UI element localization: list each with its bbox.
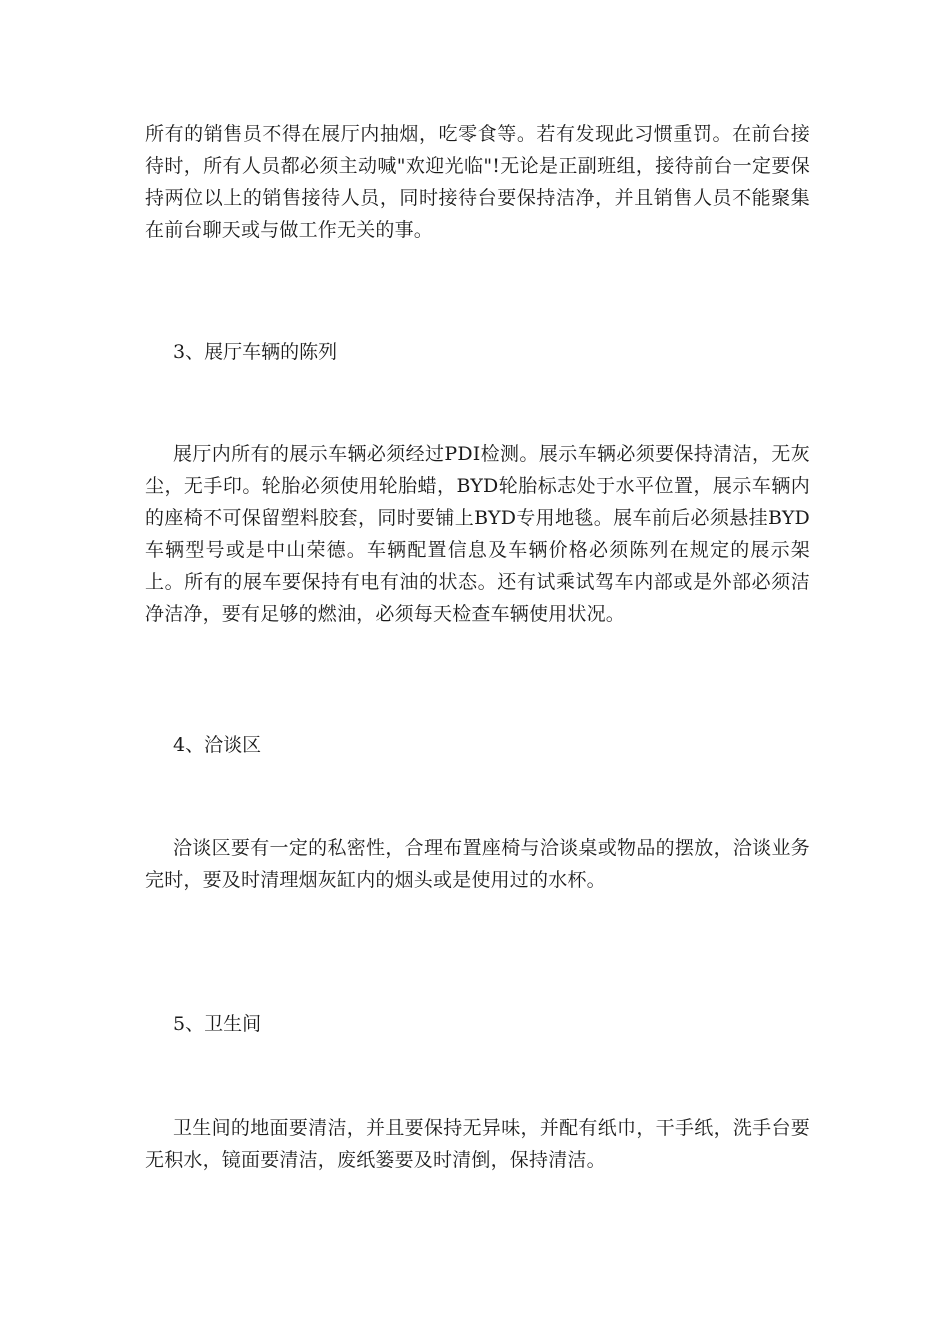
paragraph-negotiation-area: 洽谈区要有一定的私密性，合理布置座椅与洽谈桌或物品的摆放，洽谈业务完时，要及时清理烟灰缸内的烟头或是使用过的水杯。 [145,837,810,891]
heading-showroom-vehicle-display: 3、展厅车辆的陈列 [173,341,338,363]
paragraph-restroom: 卫生间的地面要清洁，并且要保持无异味，并配有纸巾，干手纸，洗手台要无积水，镜面要清洁，废纸篓要及时清倒，保持清洁。 [145,1117,810,1171]
paragraph-showroom-vehicle-display: 展厅内所有的展示车辆必须经过PDI检测。展示车辆必须要保持清洁，无灰尘，无手印。轮胎必须使用轮胎蜡，BYD轮胎标志处于水平位置，展示车辆内的座椅不可保留塑料胶套，同时要铺上BYD专用地毯。展车前后必须悬挂BYD车辆型号或是中山荣德。车辆配置信息及车辆价格必须陈列在规定的展示架上。所有的展车要保持有电有油的状态。还有试乘试驾车内部或是外部必须洁净洁净，要有足够的燃油，必须每天检查车辆使用状况。 [145,443,810,625]
heading-negotiation-area: 4、洽谈区 [173,734,262,756]
heading-restroom: 5、卫生间 [173,1013,262,1035]
paragraph-sales-conduct: 所有的销售员不得在展厅内抽烟，吃零食等。若有发现此习惯重罚。在前台接待时，所有人员都必须主动喊"欢迎光临"!无论是正副班组，接待前台一定要保持两位以上的销售接待人员，同时接待台要保持洁净，并且销售人员不能聚集在前台聊天或与做工作无关的事。 [145,123,810,241]
